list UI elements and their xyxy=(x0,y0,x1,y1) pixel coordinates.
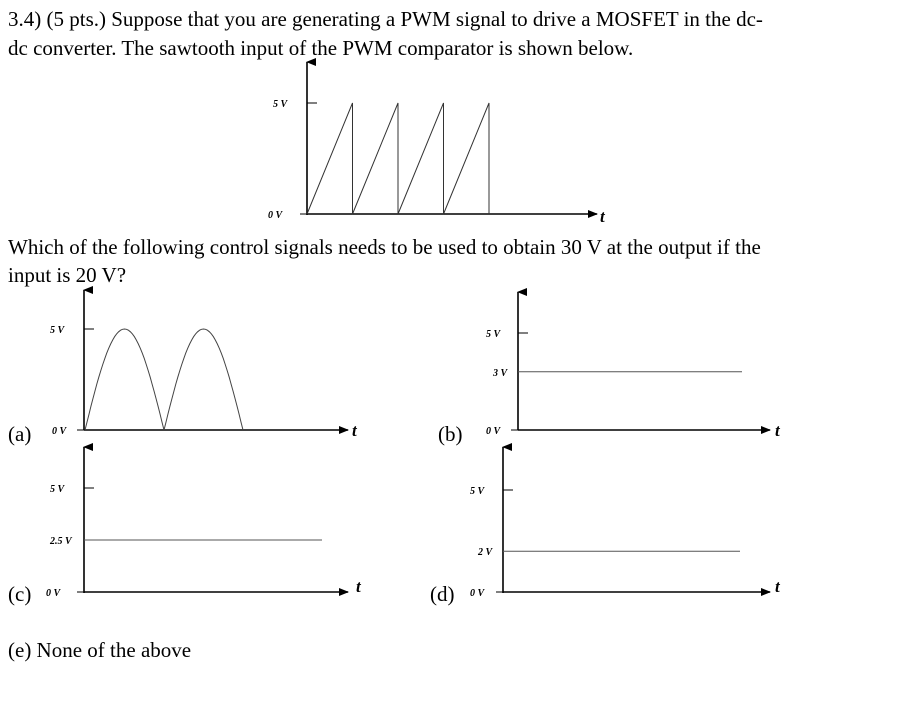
option-d-label: (d) xyxy=(430,582,455,606)
option-d-0v-label: 0 V xyxy=(470,588,485,599)
option-c-level-label: 2.5 V xyxy=(50,536,72,547)
option-d-plot xyxy=(430,447,781,606)
option-b-t-label: t xyxy=(775,421,780,440)
option-b-plot xyxy=(438,292,781,446)
option-a-label: (a) xyxy=(8,422,32,446)
option-b-0v-label: 0 V xyxy=(486,426,501,437)
sawtooth-5v-label: 5 V xyxy=(273,99,288,110)
question-line-2: dc converter. The sawtooth input of the PWM comparator is shown below. xyxy=(8,36,634,60)
sawtooth-0v-label: 0 V xyxy=(268,210,283,221)
option-c-plot xyxy=(8,447,362,606)
option-b-label: (b) xyxy=(438,422,463,446)
option-a-t-label: t xyxy=(352,421,357,440)
option-a-hump xyxy=(85,329,164,430)
option-b-5v-label: 5 V xyxy=(486,329,501,340)
sawtooth-line xyxy=(307,103,489,214)
question-line-4: input is 20 V? xyxy=(8,263,127,287)
option-c-0v-label: 0 V xyxy=(46,588,61,599)
option-d-level-label: 2 V xyxy=(478,547,493,559)
question-line-3: Which of the following control signals needs to be used to obtain 30 V at the output if the xyxy=(8,235,761,259)
option-a-waveform xyxy=(85,329,243,430)
option-c-label: (c) xyxy=(8,582,32,606)
option-d-5v-label: 5 V xyxy=(470,486,485,497)
option-a-5v-label: 5 V xyxy=(50,325,65,336)
sawtooth-plot xyxy=(268,62,606,226)
option-a-0v-label: 0 V xyxy=(52,426,67,437)
option-e: (e) None of the above xyxy=(8,638,192,662)
sawtooth-t-label: t xyxy=(600,207,605,226)
option-b-level-label: 3 V xyxy=(493,367,508,379)
option-a-plot xyxy=(8,290,358,446)
option-a-hump xyxy=(164,329,243,430)
option-c-5v-label: 5 V xyxy=(50,484,65,495)
sawtooth-waveform xyxy=(307,103,489,214)
option-c-t-label: t xyxy=(356,577,361,596)
question-line-1: 3.4) (5 pts.) Suppose that you are generating a PWM signal to drive a MOSFET in the dc- xyxy=(8,7,763,31)
option-d-t-label: t xyxy=(775,577,780,596)
